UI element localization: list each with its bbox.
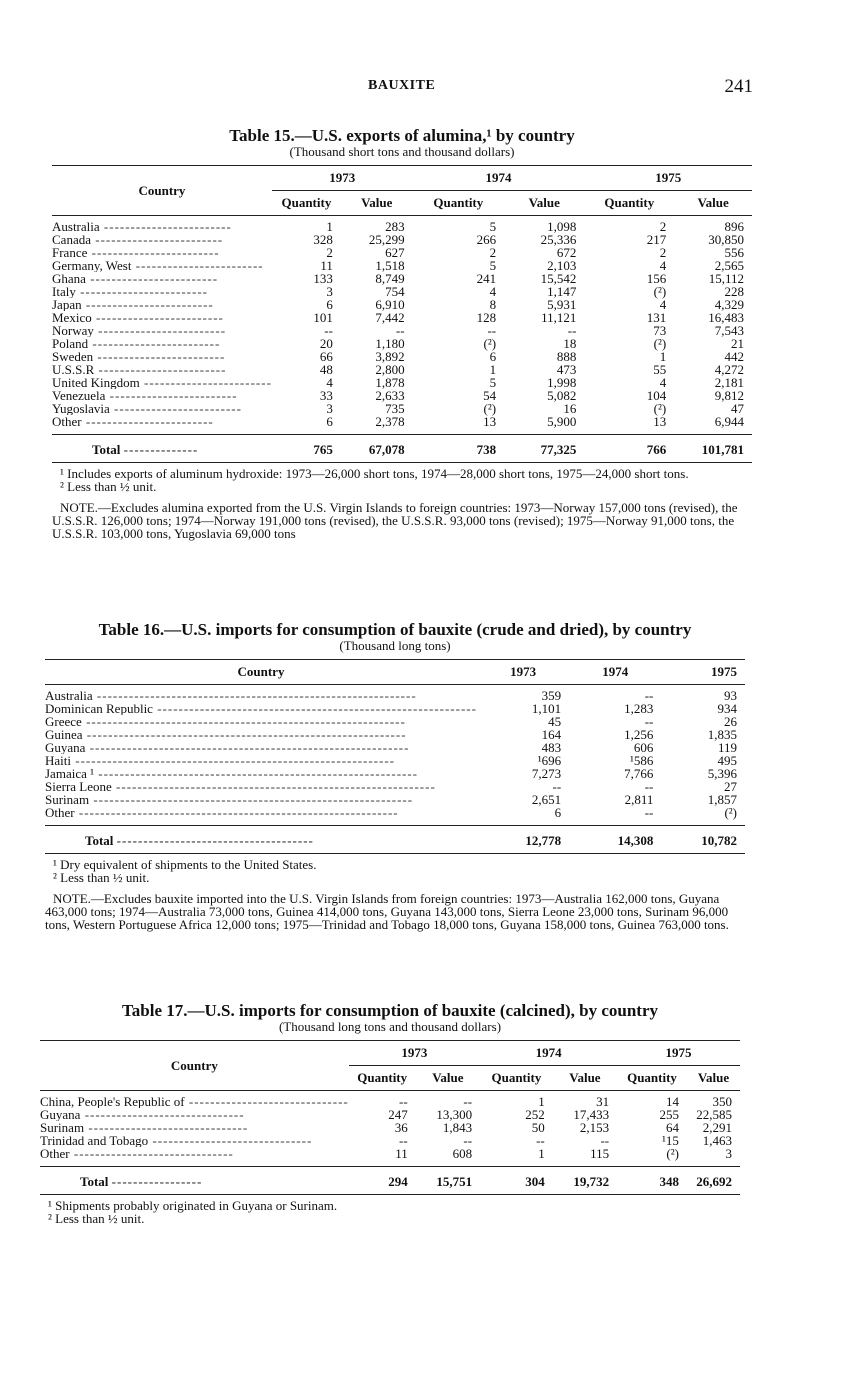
year-header: 1974	[480, 1041, 617, 1066]
total-label: Total -----------------	[80, 1174, 203, 1189]
country-name: Greece ------------------------------------------------------------	[45, 715, 406, 728]
country-name: U.S.S.R ------------------------	[52, 363, 227, 376]
table-cell: 101,781	[701, 442, 744, 457]
table-cell: --	[644, 779, 654, 794]
table-cell: (²)	[483, 401, 497, 416]
table-cell: 48	[319, 362, 333, 377]
table-cell: 11	[395, 1146, 408, 1161]
table-cell: 4,329	[714, 297, 744, 312]
table-cell: (²)	[483, 336, 497, 351]
country-name: Dominican Republic ------------------------------------------------------------	[45, 702, 477, 715]
table-cell: 1,835	[707, 727, 737, 742]
table-cell: 66	[319, 349, 333, 364]
table-cell: 6	[489, 349, 497, 364]
table-cell: 15,112	[708, 271, 744, 286]
table-cell: 255	[659, 1107, 679, 1122]
table-cell: (²)	[724, 805, 737, 820]
table-cell: 266	[476, 232, 497, 247]
table-cell: 5	[489, 258, 497, 273]
country-name: Italy ------------------------	[52, 285, 208, 298]
country-name: Sierra Leone ------------------------------------------------------------	[45, 780, 436, 793]
table-cell: 304	[525, 1174, 545, 1189]
table-cell: --	[567, 323, 577, 338]
data-table	[45, 659, 745, 854]
table-cell: 2,565	[714, 258, 744, 273]
table-cell: (²)	[653, 336, 667, 351]
table-cell: 15,542	[540, 271, 577, 286]
table-note: NOTE.—Excludes bauxite imported into the U.S. Virgin Islands from foreign countries: 1973—Australia 162,000 tons, Guyana 463,000 tons; 1974—Australia 73,000 tons, Guinea 414,000 tons, Guyana 143,000 tons, Sierra Leone 23,000 tons, Surinam 96,000 tons, Western Portuguese Africa 12,000 tons; 1975—Trinidad and Tobago 18,000 tons, Guyana 158,000 tons, Guinea 763,000 tons.	[45, 891, 729, 932]
table-cell: 1	[659, 349, 667, 364]
table-cell: 1,180	[375, 336, 405, 351]
footnote-2: ² Less than ½ unit.	[60, 479, 157, 494]
table-notes	[52, 467, 752, 540]
table-cell: 2,651	[531, 792, 562, 807]
table-cell: 3,892	[375, 349, 405, 364]
table-row	[45, 793, 745, 806]
country-name: Venezuela ------------------------	[52, 389, 238, 402]
table-cell: 115	[590, 1146, 610, 1161]
table-cell: 55	[653, 362, 667, 377]
table-cell: 26,692	[696, 1174, 732, 1189]
table-row	[45, 685, 745, 703]
table-cell: 25,336	[540, 232, 577, 247]
table-cell: --	[552, 779, 562, 794]
table-cell: 9,812	[714, 388, 744, 403]
table-cell: 1,857	[707, 792, 737, 807]
table-cell: 765	[313, 442, 333, 457]
year-header: 1973	[349, 1041, 480, 1066]
table-cell: 2,291	[702, 1120, 732, 1135]
table-cell: ¹696	[537, 753, 562, 768]
table-cell: 20	[319, 336, 333, 351]
table-cell: 7,543	[714, 323, 744, 338]
country-name: Surinam ------------------------------	[40, 1121, 249, 1134]
table-cell: 1,463	[702, 1133, 732, 1148]
table-cell: 247	[388, 1107, 408, 1122]
table-cell: 754	[385, 284, 405, 299]
table-cell: 2	[659, 219, 667, 234]
total-label: Total --------------	[92, 442, 199, 457]
table-cell: 5	[489, 375, 497, 390]
table-cell: 8,749	[375, 271, 405, 286]
table-cell: 13,300	[436, 1107, 473, 1122]
table-cell: ¹15	[662, 1133, 679, 1148]
table-row	[52, 415, 752, 435]
year-header: 1975	[584, 166, 752, 191]
table-title: Table 16.—U.S. imports for consumption of bauxite (crude and dried), by country	[98, 620, 692, 639]
table-16	[45, 621, 745, 931]
table-cell: 766	[646, 442, 667, 457]
country-name: Other ------------------------	[52, 415, 214, 429]
table-cell: 1	[489, 362, 497, 377]
table-cell: 1,283	[624, 701, 654, 716]
year-header: 1974	[602, 664, 629, 679]
table-cell: 16,483	[708, 310, 744, 325]
country-name: Other ------------------------------------------------------------	[45, 806, 399, 820]
table-total	[45, 826, 745, 854]
table-cell: 1,256	[624, 727, 654, 742]
country-name: Sweden ------------------------	[52, 350, 226, 363]
table-title: Table 17.—U.S. imports for consumption of bauxite (calcined), by country	[122, 1001, 658, 1020]
table-cell: 1,101	[531, 701, 562, 716]
table-cell: 6	[326, 414, 333, 429]
table-cell: --	[463, 1094, 473, 1109]
table-cell: 11	[320, 258, 333, 273]
table-cell: 18	[563, 336, 577, 351]
country-name: Ghana ------------------------	[52, 272, 219, 285]
table-cell: ¹586	[629, 753, 654, 768]
table-cell: 252	[525, 1107, 545, 1122]
table-cell: (²)	[653, 284, 667, 299]
table-cell: 93	[724, 688, 737, 703]
table-cell: 738	[476, 442, 497, 457]
col-quantity: Quantity	[433, 195, 484, 210]
table-row	[40, 1134, 740, 1147]
year-header: 1975	[711, 664, 737, 679]
table-cell: --	[536, 1133, 545, 1148]
table-cell: 4	[659, 375, 667, 390]
footnote-1: ¹ Shipments probably originated in Guyana or Surinam.	[48, 1198, 338, 1213]
table-total	[52, 435, 752, 463]
table-17	[40, 1002, 740, 1225]
year-header: 1973	[510, 664, 537, 679]
table-cell: 627	[385, 245, 405, 260]
col-value: Value	[528, 195, 560, 210]
table-cell: 4	[326, 375, 333, 390]
table-cell: 606	[633, 740, 654, 755]
table-cell: 2,103	[547, 258, 577, 273]
country-name: Guyana ------------------------------------------------------------	[45, 741, 410, 754]
table-cell: 47	[731, 401, 744, 416]
footnote-2: ² Less than ½ unit.	[53, 870, 150, 885]
table-cell: 50	[531, 1120, 545, 1135]
table-cell: 473	[556, 362, 577, 377]
country-name: Australia ------------------------------------------------------------	[45, 688, 417, 702]
table-cell: 36	[394, 1120, 408, 1135]
table-row	[45, 767, 745, 780]
table-row	[52, 216, 752, 234]
page-number: 241	[724, 76, 753, 97]
col-value: Value	[697, 1070, 730, 1085]
table-cell: 45	[548, 714, 562, 729]
col-value: Value	[569, 1070, 601, 1085]
table-cell: 12,778	[525, 833, 562, 848]
table-cell: 21	[731, 336, 744, 351]
total-label: Total -------------------------------------	[85, 833, 314, 848]
table-body	[40, 1091, 740, 1167]
table-cell: --	[463, 1133, 473, 1148]
table-subtitle: (Thousand short tons and thousand dollars)	[289, 144, 515, 159]
table-subtitle: (Thousand long tons and thousand dollars)	[278, 1019, 502, 1034]
table-cell: 1,098	[547, 219, 577, 234]
table-cell: 241	[476, 271, 497, 286]
table-body	[52, 216, 752, 435]
country-name: United Kingdom ------------------------	[52, 376, 272, 389]
table-cell: 283	[385, 219, 405, 234]
year-header: 1973	[272, 166, 413, 191]
table-cell: 608	[452, 1146, 473, 1161]
table-cell: 11,121	[541, 310, 577, 325]
country-name: Japan ------------------------	[52, 298, 214, 311]
table-cell: 495	[717, 753, 737, 768]
table-row	[40, 1121, 740, 1134]
table-cell: 6,910	[375, 297, 405, 312]
country-name: France ------------------------	[52, 246, 220, 259]
table-cell: --	[399, 1133, 408, 1148]
running-title: BAUXITE	[368, 78, 436, 93]
col-country: Country	[170, 1057, 218, 1073]
year-header: 1975	[617, 1041, 740, 1066]
table-cell: 4	[659, 258, 667, 273]
country-name: Canada ------------------------	[52, 233, 224, 246]
table-cell: 7,766	[624, 766, 654, 781]
table-cell: 228	[724, 284, 744, 299]
table-cell: 17,433	[573, 1107, 610, 1122]
table-cell: 19,732	[573, 1174, 610, 1189]
table-cell: 13	[483, 414, 497, 429]
table-cell: 64	[665, 1120, 679, 1135]
table-cell: 2,181	[714, 375, 744, 390]
table-cell: 133	[313, 271, 333, 286]
table-cell: 896	[724, 219, 744, 234]
col-country: Country	[138, 182, 186, 198]
country-name: Jamaica ¹ ------------------------------------------------------------	[45, 767, 419, 780]
table-cell: 1,998	[547, 375, 577, 390]
country-name: Guyana ------------------------------	[40, 1108, 245, 1121]
country-name: Haiti ------------------------------------------------------------	[45, 754, 395, 767]
country-name: Germany, West ------------------------	[52, 259, 264, 272]
table-cell: 442	[724, 349, 744, 364]
footnote-1: ¹ Dry equivalent of shipments to the United States.	[53, 857, 317, 872]
col-quantity: Quantity	[491, 1070, 542, 1085]
footnote-2: ² Less than ½ unit.	[48, 1211, 145, 1226]
table-cell: --	[399, 1094, 408, 1109]
table-cell: 2,633	[375, 388, 405, 403]
table-cell: 164	[541, 727, 562, 742]
table-note: NOTE.—Excludes alumina exported from the U.S. Virgin Islands to foreign countries: 1973—Norway 157,000 tons (revised), the U.S.S.R. 126,000 tons; 1974—Norway 191,000 tons (revised), the U.S.S.R. 93,000 tons (revised); 1975—Norway 91,000 tons, the U.S.S.R. 103,000 tons, Yugoslavia 69,000 tons	[52, 500, 738, 541]
table-cell: 3	[326, 284, 333, 299]
table-cell: 1,147	[547, 284, 577, 299]
col-quantity: Quantity	[627, 1070, 677, 1085]
table-cell: --	[644, 805, 654, 820]
table-total	[40, 1167, 740, 1195]
col-quantity: Quantity	[281, 195, 332, 210]
table-cell: 14,308	[617, 833, 654, 848]
table-cell: 128	[476, 310, 497, 325]
table-cell: 104	[646, 388, 667, 403]
table-cell: 1	[538, 1094, 545, 1109]
table-cell: 10,782	[701, 833, 737, 848]
table-cell: 483	[541, 740, 562, 755]
country-name: Yugoslavia ------------------------	[52, 402, 242, 415]
col-value: Value	[361, 195, 393, 210]
table-row	[40, 1091, 740, 1109]
country-name: Mexico ------------------------	[52, 311, 224, 324]
table-cell: 26	[724, 714, 737, 729]
table-notes	[45, 858, 745, 931]
table-cell: 2	[489, 245, 497, 260]
table-cell: --	[644, 714, 654, 729]
table-cell: 5,931	[547, 297, 577, 312]
table-cell: 156	[646, 271, 667, 286]
data-table	[52, 165, 752, 463]
table-title: Table 15.—U.S. exports of alumina,¹ by country	[229, 126, 575, 145]
table-cell: 2,811	[624, 792, 654, 807]
country-name: Australia ------------------------	[52, 219, 232, 233]
table-cell: 359	[541, 688, 562, 703]
table-cell: --	[600, 1133, 610, 1148]
table-row	[45, 806, 745, 826]
table-subtitle: (Thousand long tons)	[339, 638, 451, 653]
table-cell: --	[487, 323, 497, 338]
country-name: China, People's Republic of ------------------------------	[40, 1094, 349, 1108]
table-cell: 101	[313, 310, 333, 325]
data-table	[40, 1040, 740, 1195]
table-cell: 73	[653, 323, 667, 338]
table-row	[40, 1108, 740, 1121]
table-cell: 7,273	[531, 766, 562, 781]
table-cell: 131	[646, 310, 667, 325]
country-name: Guinea ------------------------------------------------------------	[45, 728, 407, 741]
table-cell: 4	[659, 297, 667, 312]
table-cell: 8	[489, 297, 497, 312]
table-cell: 31	[596, 1094, 610, 1109]
table-cell: 6	[554, 805, 562, 820]
table-cell: 4	[489, 284, 497, 299]
table-cell: 5,900	[547, 414, 577, 429]
col-quantity: Quantity	[357, 1070, 408, 1085]
table-cell: 294	[388, 1174, 408, 1189]
page-header	[0, 76, 845, 100]
table-cell: 888	[556, 349, 577, 364]
table-cell: 13	[653, 414, 667, 429]
table-body	[45, 685, 745, 826]
table-cell: 4,272	[714, 362, 744, 377]
table-cell: 348	[659, 1174, 679, 1189]
table-cell: (²)	[666, 1146, 679, 1161]
table-notes	[40, 1199, 740, 1225]
table-cell: 1,878	[375, 375, 405, 390]
table-cell: 217	[646, 232, 667, 247]
country-name: Other ------------------------------	[40, 1147, 234, 1161]
table-cell: --	[644, 688, 654, 703]
table-cell: 5	[489, 219, 497, 234]
table-cell: 672	[556, 245, 577, 260]
table-cell: 16	[563, 401, 577, 416]
table-cell: 2,800	[375, 362, 405, 377]
table-cell: 6,944	[714, 414, 744, 429]
table-cell: 328	[313, 232, 333, 247]
table-cell: 54	[483, 388, 497, 403]
table-cell: 33	[319, 388, 333, 403]
table-cell: 1,843	[442, 1120, 473, 1135]
table-cell: 2,378	[375, 414, 405, 429]
table-cell: 22,585	[696, 1107, 732, 1122]
col-quantity: Quantity	[604, 195, 655, 210]
table-cell: 1	[326, 219, 333, 234]
table-cell: 3	[326, 401, 333, 416]
country-name: Norway ------------------------	[52, 324, 227, 337]
table-cell: 77,325	[540, 442, 577, 457]
table-cell: 119	[717, 740, 737, 755]
table-row	[40, 1147, 740, 1167]
table-cell: 27	[724, 779, 737, 794]
table-cell: --	[324, 323, 333, 338]
country-name: Poland ------------------------	[52, 337, 221, 350]
country-name: Trinidad and Tobago ------------------------------	[40, 1134, 313, 1147]
table-cell: 15,751	[436, 1174, 473, 1189]
table-cell: 3	[725, 1146, 732, 1161]
table-cell: 2	[326, 245, 333, 260]
table-row	[45, 702, 745, 715]
table-cell: 2,153	[579, 1120, 610, 1135]
table-cell: 5,082	[547, 388, 577, 403]
table-cell: 2	[659, 245, 667, 260]
footnote-1: ¹ Includes exports of aluminum hydroxide: 1973—26,000 short tons, 1974—28,000 short tons, 1975—24,000 short tons.	[60, 466, 689, 481]
col-value: Value	[432, 1070, 464, 1085]
table-cell: 1,518	[375, 258, 405, 273]
table-cell: 350	[712, 1094, 732, 1109]
table-cell: 67,078	[368, 442, 405, 457]
table-cell: 1	[538, 1146, 545, 1161]
table-cell: 25,299	[368, 232, 405, 247]
year-header: 1974	[413, 166, 585, 191]
table-cell: 5,396	[707, 766, 737, 781]
table-cell: 6	[326, 297, 333, 312]
table-15	[52, 127, 752, 540]
country-name: Surinam ------------------------------------------------------------	[45, 793, 414, 806]
table-cell: 735	[385, 401, 405, 416]
table-cell: --	[395, 323, 405, 338]
table-cell: 934	[717, 701, 737, 716]
col-country: Country	[237, 664, 285, 679]
col-value: Value	[697, 195, 729, 210]
table-cell: 14	[665, 1094, 679, 1109]
table-cell: 30,850	[708, 232, 744, 247]
table-cell: 7,442	[375, 310, 405, 325]
table-cell: 556	[724, 245, 744, 260]
table-cell: (²)	[653, 401, 667, 416]
